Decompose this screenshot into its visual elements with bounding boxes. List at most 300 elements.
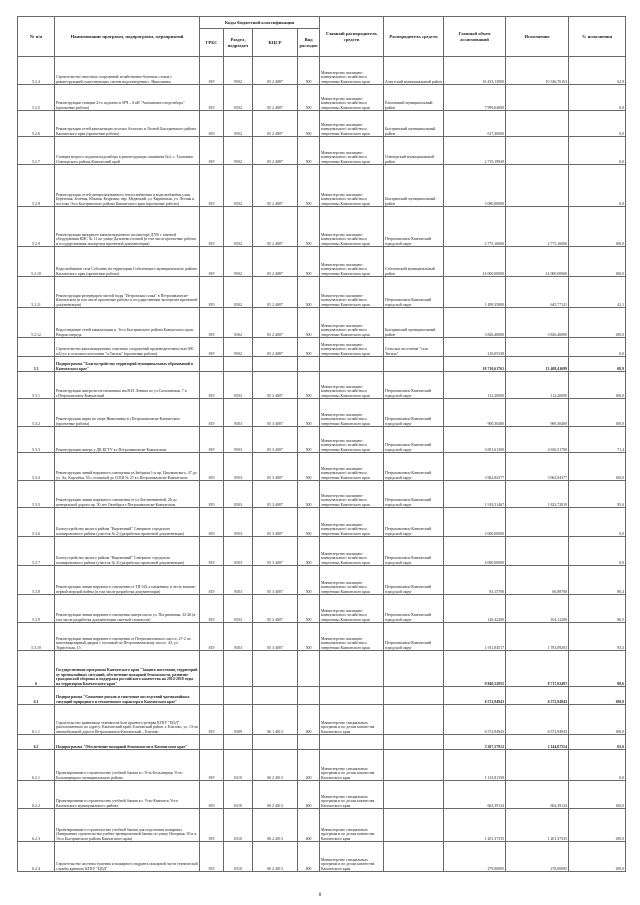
row-percent: 0,0 bbox=[569, 750, 626, 781]
row-manager: Петропавловск-Камчатский городской округ bbox=[384, 566, 444, 595]
row-manager bbox=[384, 735, 444, 750]
row-num: 6.2.2 bbox=[18, 781, 55, 809]
table-row bbox=[18, 57, 626, 85]
row-num: 5.3.8 bbox=[18, 566, 55, 595]
row-vr: 400 bbox=[298, 809, 320, 842]
row-kcsr: 05 3 4007 bbox=[253, 399, 298, 427]
row-manager: Соболевский муниципальный район bbox=[384, 247, 444, 277]
row-percent: 100,0 bbox=[569, 372, 626, 399]
row-manager bbox=[384, 750, 444, 781]
row-razdel bbox=[224, 735, 253, 750]
row-vr: 500 bbox=[298, 277, 320, 308]
row-name: Строительство системы тушения и пожарного гидранта пожарной части технической службы краевого КГКУ "ЦОД" bbox=[55, 842, 200, 872]
row-grbs: 819 bbox=[200, 247, 224, 277]
row-manager: Быстринский муниципальный район bbox=[384, 165, 444, 207]
row-allocated: 210,05338 bbox=[444, 338, 506, 357]
row-grbs: 819 bbox=[200, 111, 224, 137]
table-row bbox=[18, 372, 626, 399]
row-chief-manager: Министерство жилищно-коммунального хозяйства и энергетики Камчатского края bbox=[320, 566, 384, 595]
row-grbs: 819 bbox=[200, 781, 224, 809]
row-manager bbox=[384, 809, 444, 842]
row-num: 5.2.9 bbox=[18, 207, 55, 247]
row-grbs: 819 bbox=[200, 537, 224, 566]
table-row bbox=[18, 453, 626, 481]
table-row bbox=[18, 247, 626, 277]
row-kcsr bbox=[253, 687, 298, 705]
subprogram-row bbox=[18, 687, 626, 705]
row-chief-manager: Министерство жилищно-коммунального хозяйства и энергетики Камчатского края bbox=[320, 481, 384, 508]
row-manager: Алеутский муниципальный район bbox=[384, 57, 444, 85]
row-name: Реконструкция напорного канализационного коллектора Д700 с заменой оборудования КНС № 11 по улице Дальневосточной (в том числе проектные работы и государственная экспертиза проектной документации) bbox=[55, 207, 200, 247]
row-grbs: 819 bbox=[200, 85, 224, 111]
row-kcsr: 05 2 4007 bbox=[253, 338, 298, 357]
row-chief-manager: Министерство жилищно-коммунального хозяйства и энергетики Камчатского края bbox=[320, 85, 384, 111]
row-executed: 900,30400 bbox=[506, 399, 569, 427]
row-razdel: 0502 bbox=[224, 247, 253, 277]
row-allocated: 112,20000 bbox=[444, 372, 506, 399]
row-chief-manager: Министерство специальных программ и по делам казачества Камчатского края bbox=[320, 781, 384, 809]
row-allocated: 7 999,64000 bbox=[444, 85, 506, 111]
row-grbs: 819 bbox=[200, 566, 224, 595]
row-chief-manager: Министерство жилищно-коммунального хозяйства и энергетики Камчатского края bbox=[320, 277, 384, 308]
row-razdel: 0502 bbox=[224, 277, 253, 308]
row-executed: 2 144,07554 bbox=[506, 735, 569, 750]
header-executed: Исполнение bbox=[506, 17, 569, 57]
row-grbs: 819 bbox=[200, 453, 224, 481]
row-allocated: 617,40000 bbox=[444, 111, 506, 137]
row-allocated: 83,15700 bbox=[444, 566, 506, 595]
header-name: Наименование программ, подпрограмм, мероприятий bbox=[55, 17, 200, 57]
row-executed bbox=[506, 537, 569, 566]
row-manager: Петропавловск-Камчатский городской округ bbox=[384, 399, 444, 427]
row-executed: 6 572,94943 bbox=[506, 687, 569, 705]
row-razdel: 0502 bbox=[224, 338, 253, 357]
row-razdel: 0503 bbox=[224, 427, 253, 453]
row-manager bbox=[384, 651, 444, 687]
row-num: 6 bbox=[18, 651, 55, 687]
row-manager: Быстринский муниципальный район bbox=[384, 308, 444, 338]
row-percent: 86,5 bbox=[569, 595, 626, 623]
row-allocated: 14 000,00000 bbox=[444, 247, 506, 277]
row-grbs: 819 bbox=[200, 137, 224, 165]
row-manager bbox=[384, 705, 444, 735]
row-kcsr: 05 3 4007 bbox=[253, 566, 298, 595]
row-chief-manager: Министерство жилищно-коммунального хозяйства и энергетики Камчатского края bbox=[320, 57, 384, 85]
table-row bbox=[18, 809, 626, 842]
row-vr: 500 bbox=[298, 508, 320, 537]
row-razdel: 0503 bbox=[224, 566, 253, 595]
row-percent: 100,0 bbox=[569, 207, 626, 247]
row-grbs bbox=[200, 735, 224, 750]
row-grbs: 819 bbox=[200, 277, 224, 308]
row-chief-manager: Министерство жилищно-коммунального хозяйства и энергетики Камчатского края bbox=[320, 595, 384, 623]
row-executed: 104,12200 bbox=[506, 595, 569, 623]
row-num: 6.2 bbox=[18, 735, 55, 750]
row-name: Реконструкция резервуаров чистой воды "Петровская сопка" в Петропавловске-Камчатском (в том числе проектные работы и государственная экспертиза проектной документации) bbox=[55, 277, 200, 308]
row-manager: Петропавловск-Камчатский городской округ bbox=[384, 277, 444, 308]
row-num: 5.3.10 bbox=[18, 623, 55, 651]
row-allocated: 1 911,84517 bbox=[444, 623, 506, 651]
header-manager: Распорядитель средств bbox=[384, 17, 444, 57]
row-name: Проектирование и строительство учебной башни для подготовки пожарных (Завершение строительства учебно-тренировочной башни по улице Нагорная, 30 в п. Эссо Быстринского района Камчатского края) bbox=[55, 809, 200, 842]
row-vr: 500 bbox=[298, 338, 320, 357]
row-chief-manager: Министерство жилищно-коммунального хозяйства и энергетики Камчатского края bbox=[320, 338, 384, 357]
row-executed: 2 775,16000 bbox=[506, 207, 569, 247]
row-kcsr: 06 1 4013 bbox=[253, 705, 298, 735]
row-executed: 645,77121 bbox=[506, 277, 569, 308]
row-name: Строительство хранилища техники на базе краевого резерва КГКУ "ЦОД" расположенного по адресу: Камчатский край, Елизовский район, г. Елизово, ул. 13-ая автомобильной дороги Петропавловск-Камчатский – Елизово bbox=[55, 705, 200, 735]
row-razdel: 0503 bbox=[224, 481, 253, 508]
row-kcsr: 05 2 4007 bbox=[253, 57, 298, 85]
table-row bbox=[18, 338, 626, 357]
row-name: Реконструкция сквера у ДК КГТУ в г.Петропавловске-Камчатском bbox=[55, 427, 200, 453]
row-manager: Петропавловск-Камчатский городской округ bbox=[384, 595, 444, 623]
table-row bbox=[18, 165, 626, 207]
row-allocated: 900,30400 bbox=[444, 399, 506, 427]
row-vr bbox=[298, 357, 320, 372]
row-vr: 500 bbox=[298, 427, 320, 453]
header-razdel: Раздел, подраздел bbox=[224, 29, 253, 57]
row-executed bbox=[506, 85, 569, 111]
row-allocated: 3 691,61300 bbox=[444, 427, 506, 453]
row-manager bbox=[384, 357, 444, 372]
row-grbs: 819 bbox=[200, 57, 224, 85]
row-chief-manager: Министерство специальных программ и по делам казачества Камчатского края bbox=[320, 809, 384, 842]
row-name: Строительство очистных сооружений хозяйственно-бытовых стоков с реконструкцией существующих систем водоотведения с. Николаевка bbox=[55, 57, 200, 85]
row-chief-manager: Министерство жилищно-коммунального хозяйства и энергетики Камчатского края bbox=[320, 165, 384, 207]
row-allocated: 3 826,40000 bbox=[444, 308, 506, 338]
row-name: Станция второго подъема водозабора в реконструкции скважины №4, с. Тиличики Олюторского района Камчатский край bbox=[55, 137, 200, 165]
row-chief-manager bbox=[320, 735, 384, 750]
row-razdel: 0310 bbox=[224, 750, 253, 781]
row-executed: 279,00085 bbox=[506, 842, 569, 872]
header-budget-codes: Коды бюджетной классификации bbox=[200, 17, 320, 29]
row-chief-manager: Министерство жилищно-коммунального хозяйства и энергетики Камчатского края bbox=[320, 537, 384, 566]
row-percent: 80,4 bbox=[569, 566, 626, 595]
row-vr: 500 bbox=[298, 537, 320, 566]
row-grbs: 819 bbox=[200, 481, 224, 508]
row-percent: 0,0 bbox=[569, 165, 626, 207]
row-name: Государственная программа Камчатского края "Защита населения, территорий от чрезвычайных ситуаций, обеспечение пожарной безопасности, развитие гражданской обороны и поддержка российского казачества на 2014-2018 годы на территории Камчатского края" bbox=[55, 651, 200, 687]
table-row bbox=[18, 111, 626, 137]
row-kcsr: 05 2 4007 bbox=[253, 207, 298, 247]
row-name: Проектирование и строительство учебной башни в с.Усть-Большерецк Усть-Большерецкого муниципального района bbox=[55, 750, 200, 781]
row-percent: 100,0 bbox=[569, 705, 626, 735]
row-percent: 71,4 bbox=[569, 427, 626, 453]
row-grbs bbox=[200, 651, 224, 687]
row-chief-manager: Министерство жилищно-коммунального хозяйства и энергетики Камчатского края bbox=[320, 247, 384, 277]
row-chief-manager: Министерство жилищно-коммунального хозяйства и энергетики Камчатского края bbox=[320, 508, 384, 537]
row-grbs: 819 bbox=[200, 399, 224, 427]
row-razdel: 0309 bbox=[224, 705, 253, 735]
table-row bbox=[18, 427, 626, 453]
row-num: 5.3.7 bbox=[18, 537, 55, 566]
row-kcsr: 05 3 4007 bbox=[253, 595, 298, 623]
row-percent: 0,0 bbox=[569, 537, 626, 566]
row-vr: 500 bbox=[298, 481, 320, 508]
row-chief-manager: Министерство жилищно-коммунального хозяйства и энергетики Камчатского края bbox=[320, 372, 384, 399]
row-name: Реконструкция линии наружного освещения сквера около ул. Пограничная, 32-26 (в том числе разработка документации сметной стоимости) bbox=[55, 595, 200, 623]
row-manager: Петропавловск-Камчатский городской округ bbox=[384, 481, 444, 508]
table-row bbox=[18, 277, 626, 308]
row-razdel: 0503 bbox=[224, 399, 253, 427]
table-row bbox=[18, 508, 626, 537]
row-num: 5.2.12 bbox=[18, 308, 55, 338]
row-name: Водоснабжение села Соболево на территории Соболевского муниципального района Камчатского края (проектные работы) bbox=[55, 247, 200, 277]
row-razdel bbox=[224, 687, 253, 705]
row-grbs: 819 bbox=[200, 308, 224, 338]
row-name: Реконструкция парка на озере Николаевка в г.Петропавловске-Камчатском (проектные работы) bbox=[55, 399, 200, 427]
row-percent: 0,0 bbox=[569, 111, 626, 137]
row-vr: 500 bbox=[298, 207, 320, 247]
table-row bbox=[18, 207, 626, 247]
row-num: 5.3.3 bbox=[18, 427, 55, 453]
row-grbs: 819 bbox=[200, 372, 224, 399]
row-name: Строительство канализационных очистных сооружений производительностью 300 м3/сут в сельском поселении "п.Тигиль" (проектные работы) bbox=[55, 338, 200, 357]
row-chief-manager: Министерство жилищно-коммунального хозяйства и энергетики Камчатского края bbox=[320, 399, 384, 427]
row-chief-manager: Министерство жилищно-коммунального хозяйства и энергетики Камчатского края bbox=[320, 623, 384, 651]
row-manager: Петропавловск-Камчатский городской округ bbox=[384, 508, 444, 537]
header-grbs: ГРБС bbox=[200, 29, 224, 57]
header-num: № п/п bbox=[18, 17, 55, 57]
row-executed bbox=[506, 750, 569, 781]
subprogram-row bbox=[18, 651, 626, 687]
row-vr: 500 bbox=[298, 453, 320, 481]
row-num: 5.3.2 bbox=[18, 399, 55, 427]
row-name: Благоустройство жилого района "Кирпичный" Северного городского планировочного района (участок № 2) (разработка проектной документации) bbox=[55, 508, 200, 537]
row-chief-manager: Министерство жилищно-коммунального хозяйства и энергетики Камчатского края bbox=[320, 308, 384, 338]
row-executed: 2 636,51700 bbox=[506, 427, 569, 453]
row-kcsr: 05 2 4007 bbox=[253, 277, 298, 308]
row-percent: 0,0 bbox=[569, 508, 626, 537]
row-percent: 100,0 bbox=[569, 687, 626, 705]
row-razdel: 0503 bbox=[224, 508, 253, 537]
row-executed: 112,20000 bbox=[506, 372, 569, 399]
row-grbs: 819 bbox=[200, 165, 224, 207]
row-kcsr bbox=[253, 651, 298, 687]
row-allocated: 2 719,19949 bbox=[444, 137, 506, 165]
row-vr: 500 bbox=[298, 247, 320, 277]
row-kcsr: 05 2 4007 bbox=[253, 247, 298, 277]
row-kcsr: 05 3 4007 bbox=[253, 623, 298, 651]
row-executed: 13 408,41699 bbox=[506, 357, 569, 372]
row-chief-manager: Министерство жилищно-коммунального хозяйства и энергетики Камчатского края bbox=[320, 427, 384, 453]
row-manager: Петропавловск-Камчатский городской округ bbox=[384, 207, 444, 247]
row-chief-manager: Министерство жилищно-коммунального хозяйства и энергетики Камчатского края bbox=[320, 453, 384, 481]
row-percent: 88,6 bbox=[569, 651, 626, 687]
row-grbs: 819 bbox=[200, 427, 224, 453]
row-executed: 3 962,84377 bbox=[506, 453, 569, 481]
row-razdel bbox=[224, 651, 253, 687]
row-name: Проектирование и строительство учебной башни в г. Усть-Камчатск Усть-Камчатского муниципального района bbox=[55, 781, 200, 809]
row-kcsr: 06 2 4013 bbox=[253, 781, 298, 809]
row-vr: 500 bbox=[298, 137, 320, 165]
row-allocated: 3 962,84377 bbox=[444, 453, 506, 481]
row-razdel: 0502 bbox=[224, 111, 253, 137]
row-razdel: 0503 bbox=[224, 537, 253, 566]
row-percent: 0,0 bbox=[569, 137, 626, 165]
row-allocated: 18 710,61761 bbox=[444, 357, 506, 372]
row-kcsr: 05 2 4007 bbox=[253, 308, 298, 338]
row-kcsr: 06 2 4013 bbox=[253, 750, 298, 781]
row-chief-manager: Министерство жилищно-коммунального хозяйства и энергетики Камчатского края bbox=[320, 207, 384, 247]
row-grbs: 819 bbox=[200, 809, 224, 842]
table-row bbox=[18, 781, 626, 809]
table-row bbox=[18, 481, 626, 508]
row-name: Благоустройство жилого района "Кирпичный" Северного городского планировочного района (участок № 4) (разработка проектной документации) bbox=[55, 537, 200, 566]
row-allocated: 4 000,00000 bbox=[444, 537, 506, 566]
row-executed bbox=[506, 338, 569, 357]
row-percent: 100,0 bbox=[569, 842, 626, 872]
row-allocated: 2 000,00000 bbox=[444, 508, 506, 537]
row-allocated: 663,39134 bbox=[444, 781, 506, 809]
row-razdel bbox=[224, 357, 253, 372]
row-kcsr: 06 2 4013 bbox=[253, 842, 298, 872]
row-percent: 100,0 bbox=[569, 781, 626, 809]
row-grbs bbox=[200, 357, 224, 372]
row-num: 6.2.3 bbox=[18, 809, 55, 842]
row-allocated: 6 572,94943 bbox=[444, 705, 506, 735]
row-razdel: 0310 bbox=[224, 781, 253, 809]
row-vr: 500 bbox=[298, 165, 320, 207]
table-row bbox=[18, 842, 626, 872]
row-percent: 43,1 bbox=[569, 277, 626, 308]
row-manager bbox=[384, 687, 444, 705]
row-grbs: 819 bbox=[200, 842, 224, 872]
row-kcsr: 05 2 4007 bbox=[253, 111, 298, 137]
row-percent: 0,0 bbox=[569, 338, 626, 357]
row-num: 5.2.4 bbox=[18, 57, 55, 85]
row-allocated: 5 080,00000 bbox=[444, 165, 506, 207]
row-percent: 93,3 bbox=[569, 623, 626, 651]
row-razdel: 0310 bbox=[224, 842, 253, 872]
row-manager: Петропавловск-Камчатский городской округ bbox=[384, 453, 444, 481]
row-percent: 100,0 bbox=[569, 247, 626, 277]
row-executed: 14 000,00000 bbox=[506, 247, 569, 277]
row-percent: 100,0 bbox=[569, 399, 626, 427]
row-vr: 400 bbox=[298, 750, 320, 781]
row-vr: 500 bbox=[298, 57, 320, 85]
row-percent: 68,9 bbox=[569, 357, 626, 372]
row-manager: Петропавловск-Камчатский городской округ bbox=[384, 427, 444, 453]
row-name: Подпрограмма "Снижение рисков и смягчение последствий чрезвычайных ситуаций природного и техногенного характера в Камчатском крае" bbox=[55, 687, 200, 705]
row-percent: 0,0 bbox=[569, 85, 626, 111]
row-kcsr: 05 3 4007 bbox=[253, 508, 298, 537]
row-grbs: 819 bbox=[200, 595, 224, 623]
row-executed bbox=[506, 165, 569, 207]
row-num: 5.3.5 bbox=[18, 481, 55, 508]
row-allocated: 9 840,52855 bbox=[444, 651, 506, 687]
table-row bbox=[18, 399, 626, 427]
header-percent: % исполнения bbox=[569, 17, 626, 57]
row-chief-manager: Министерство специальных программ и по делам казачества Камчатского края bbox=[320, 705, 384, 735]
row-kcsr: 05 3 4007 bbox=[253, 481, 298, 508]
row-allocated: 279,00085 bbox=[444, 842, 506, 872]
row-kcsr: 05 3 4007 bbox=[253, 427, 298, 453]
header-vr: Вид расходов bbox=[298, 29, 320, 57]
row-vr: 500 bbox=[298, 85, 320, 111]
subprogram-row bbox=[18, 357, 626, 372]
row-grbs: 819 bbox=[200, 207, 224, 247]
row-kcsr: 06 2 4013 bbox=[253, 809, 298, 842]
table-row bbox=[18, 85, 626, 111]
row-allocated: 1 499,35800 bbox=[444, 277, 506, 308]
row-vr: 500 bbox=[298, 111, 320, 137]
row-vr bbox=[298, 651, 320, 687]
row-name: Реконструкция линий наружного освещения ул.Звёздная 1-я пр. Циолковского, 47 до ул. Ак. Королёва, 56 с отсыпкой до СОШ № 27 в г.Петропавловске-Камчатском bbox=[55, 453, 200, 481]
row-name: Подпрограмма "Благоустройство территорий муниципальных образований в Камчатском крае" bbox=[55, 357, 200, 372]
row-vr bbox=[298, 687, 320, 705]
table-row bbox=[18, 750, 626, 781]
row-kcsr: 05 2 4007 bbox=[253, 165, 298, 207]
row-chief-manager: Министерство жилищно-коммунального хозяйства и энергетики Камчатского края bbox=[320, 111, 384, 137]
row-chief-manager bbox=[320, 687, 384, 705]
row-num: 6.2.4 bbox=[18, 842, 55, 872]
row-grbs: 819 bbox=[200, 750, 224, 781]
row-executed: 1 201,37335 bbox=[506, 809, 569, 842]
row-executed: 1 783,09203 bbox=[506, 623, 569, 651]
table-header bbox=[18, 17, 626, 57]
row-razdel: 0310 bbox=[224, 809, 253, 842]
row-manager bbox=[384, 842, 444, 872]
row-manager: Елизовский муниципальный район bbox=[384, 85, 444, 111]
row-allocated: 1 919,51467 bbox=[444, 481, 506, 508]
row-chief-manager bbox=[320, 651, 384, 687]
row-allocated: 1 123,81358 bbox=[444, 750, 506, 781]
row-executed bbox=[506, 137, 569, 165]
row-allocated: 3 267,57912 bbox=[444, 735, 506, 750]
subprogram-row bbox=[18, 735, 626, 750]
table-row bbox=[18, 537, 626, 566]
row-allocated: 120,42200 bbox=[444, 595, 506, 623]
row-num: 6.1.1 bbox=[18, 705, 55, 735]
row-razdel: 0502 bbox=[224, 308, 253, 338]
row-percent: 62,9 bbox=[569, 57, 626, 85]
table-row bbox=[18, 705, 626, 735]
row-name: Подпрограмма "Обеспечение пожарной безопасности в Камчатском крае" bbox=[55, 735, 200, 750]
row-vr: 400 bbox=[298, 705, 320, 735]
row-vr: 500 bbox=[298, 595, 320, 623]
row-executed: 8 717,02497 bbox=[506, 651, 569, 687]
row-num: 5.2.10 bbox=[18, 247, 55, 277]
row-manager: Петропавловск-Камчатский городской округ bbox=[384, 623, 444, 651]
row-vr: 500 bbox=[298, 399, 320, 427]
row-executed bbox=[506, 508, 569, 537]
row-grbs: 819 bbox=[200, 623, 224, 651]
row-num: 5.2.5 bbox=[18, 85, 55, 111]
row-num: 6.1 bbox=[18, 687, 55, 705]
row-num: 5.3.4 bbox=[18, 453, 55, 481]
row-allocated: 2 775,16000 bbox=[444, 207, 506, 247]
row-percent: 100,0 bbox=[569, 308, 626, 338]
row-manager: Петропавловск-Камчатский городской округ bbox=[384, 537, 444, 566]
row-num: 5.2.6 bbox=[18, 111, 55, 137]
row-razdel: 0502 bbox=[224, 57, 253, 85]
row-vr bbox=[298, 735, 320, 750]
row-razdel: 0503 bbox=[224, 372, 253, 399]
row-vr: 500 bbox=[298, 308, 320, 338]
row-num: 5.3.6 bbox=[18, 508, 55, 537]
row-percent: 100,0 bbox=[569, 809, 626, 842]
row-name: Реконструкция сетей канализации поселка Атласово и Лесной Быстринского района Камчатского края (проектные работы) bbox=[55, 111, 200, 137]
row-num: 5.3 bbox=[18, 357, 55, 372]
row-executed: 6 572,94943 bbox=[506, 705, 569, 735]
row-num: 5.3.1 bbox=[18, 372, 55, 399]
table-row bbox=[18, 595, 626, 623]
row-chief-manager: Министерство специальных программ и по делам казачества Камчатского края bbox=[320, 842, 384, 872]
row-name: Реконструкция сетей централизованного теплоснабжения и водоснабжения улиц Берёзовая, Зелёная, Южная, Кедровая, пер. Медвежий, ул. Кирпичная, ул. Лесная и поселка Эссо Быстринского района Камчатского края (проектные работы) bbox=[55, 165, 200, 207]
row-razdel: 0502 bbox=[224, 165, 253, 207]
